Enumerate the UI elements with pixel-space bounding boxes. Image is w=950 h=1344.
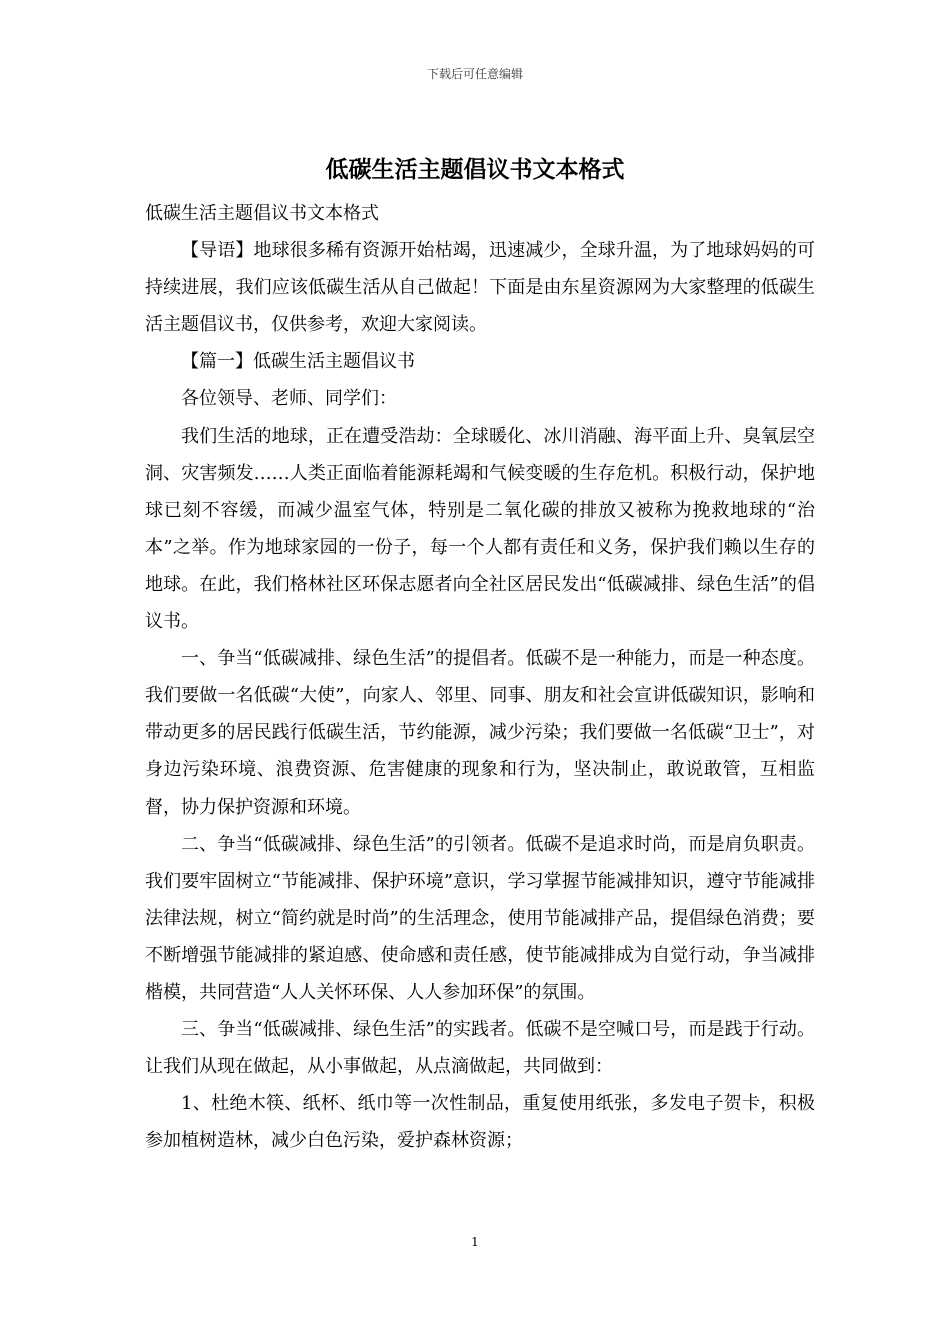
paragraph-1: 低碳生活主题倡议书文本格式 bbox=[145, 203, 379, 224]
paragraph-9: 1、杜绝木筷、纸杯、纸巾等一次性制品，重复使用纸张，多发电子贺卡，积极参加植树造林，减少白色污染，爱护森林资源； bbox=[145, 1093, 815, 1152]
paragraph-4: 各位领导、老师、同学们： bbox=[181, 388, 397, 410]
paragraph-3: 【篇一】低碳生活主题倡议书 bbox=[181, 351, 415, 373]
paragraph-6: 一、争当“低碳减排、绿色生活”的提倡者。低碳不是一种能力，而是一种态度。我们要做一名低碳“大使”，向家人、邻里、同事、朋友和社会宣讲低碳知识，影响和带动更多的居民践行低碳生活，节约能源，减少污染；我们要做一名低碳“卫士”，对身边污染环境、浪费资源、危害健康的现象和行为，坚决制止，敢说敢管，互相监督，协力保护资源和环境。 bbox=[145, 648, 815, 818]
document-title: 低碳生活主题倡议书文本格式 bbox=[325, 156, 625, 183]
page-header-note: 下载后可任意编辑 bbox=[426, 67, 523, 81]
paragraph-8: 三、争当“低碳减排、绿色生活”的实践者。低碳不是空喊口号，而是践于行动。让我们从现在做起，从小事做起，从点滴做起，共同做到： bbox=[145, 1019, 815, 1078]
page-number: 1 bbox=[471, 1235, 479, 1249]
paragraph-7: 二、争当“低碳减排、绿色生活”的引领者。低碳不是追求时尚，而是肩负职责。我们要牢固树立“节能减排、保护环境”意识，学习掌握节能减排知识，遵守节能减排法律法规，树立“简约就是时尚”的生活理念，使用节能减排产品，提倡绿色消费；要不断增强节能减排的紧迫感、使命感和责任感，使节能减排成为自觉行动，争当减排楷模，共同营造“人人关怀环保、人人参加环保”的氛围。 bbox=[145, 833, 815, 1003]
document-body bbox=[145, 195, 815, 1159]
paragraph-2: 【导语】地球很多稀有资源开始枯竭，迅速减少，全球升温，为了地球妈妈的可持续进展，我们应该低碳生活从自己做起！下面是由东星资源网为大家整理的低碳生活主题倡议书，仅供参考，欢迎大家阅读。 bbox=[145, 240, 815, 336]
paragraph-5: 我们生活的地球，正在遭受浩劫：全球暖化、冰川消融、海平面上升、臭氧层空洞、灾害频发……人类正面临着能源耗竭和气候变暖的生存危机。积极行动，保护地球已刻不容缓，而减少温室气体，特别是二氧化碳的排放又被称为挽救地球的“治本”之举。作为地球家园的一份子，每一个人都有责任和义务，保护我们赖以生存的地球。在此，我们格林社区环保志愿者向全社区居民发出“低碳减排、绿色生活”的倡议书。 bbox=[145, 425, 815, 633]
